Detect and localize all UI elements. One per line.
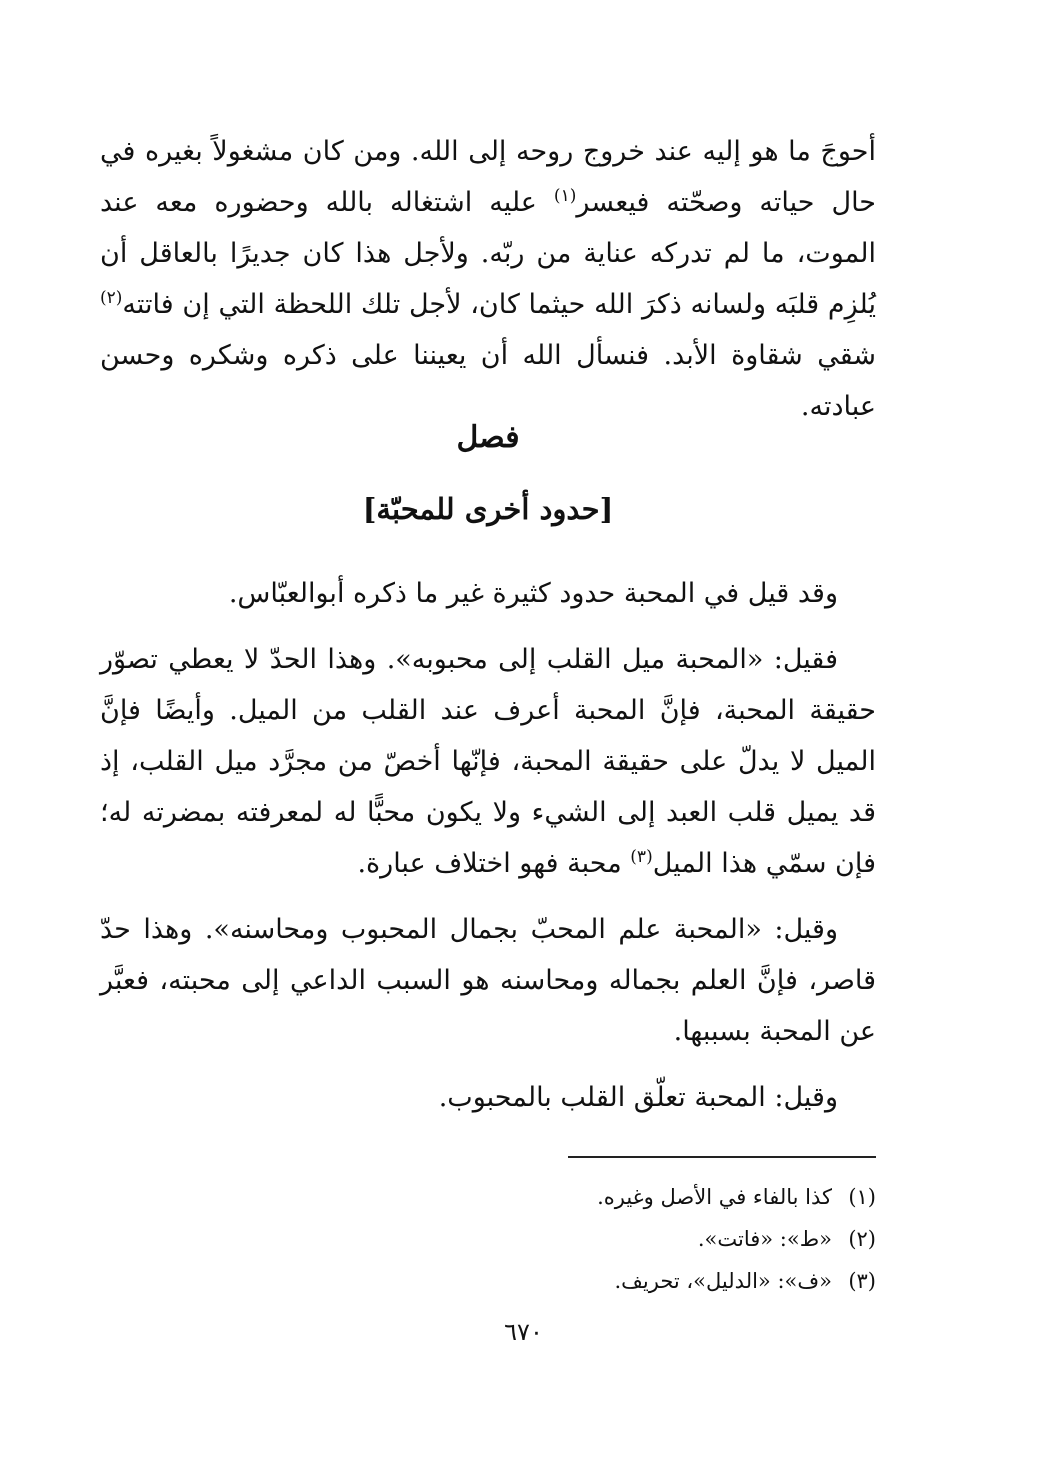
- footnote-number: (١): [848, 1185, 876, 1209]
- footnote-number: (٣): [848, 1269, 876, 1293]
- paragraph-text: فقيل: «المحبة ميل القلب إلى محبوبه». وهذا الحدّ لا يعطي تصوّر حقيقة المحبة، فإنَّ المحبة أعرف عند القلب من الميل. وأيضًا فإنَّ الميل لا يدلّ على حقيقة المحبة، فإنّها أخصّ من مجرَّد ميل القلب، إذ قد يميل قلب العبد إلى الشيء ولا يكون محبًّا له لمعرفته بمضرته له؛ فإن سمّي هذا الميل: [100, 644, 876, 879]
- paragraph-text: أحوجَ ما هو إليه عند خروج روحه إلى الله. ومن كان مشغولاً بغيره في حال حياته وصحّته فيعسر: [100, 136, 876, 218]
- footnote-text: كذا بالفاء في الأصل وغيره.: [597, 1185, 832, 1209]
- paragraph-intro: وقد قيل في المحبة حدود كثيرة غير ما ذكره أبوالعبّاس.: [228, 578, 838, 609]
- footnote-text: «ط»: «فاتت».: [697, 1227, 832, 1251]
- section-heading: فصل: [456, 420, 520, 455]
- paragraph-continuation: [100, 126, 876, 432]
- section-subtitle: [حدود أخرى للمحبّة]: [362, 492, 614, 526]
- footnotes-list: [400, 1176, 876, 1302]
- paragraph-definition-2: وقيل: «المحبة علم المحبّ بجمال المحبوب ومحاسنه». وهذا حدّ قاصر، فإنَّ العلم بجماله ومحاسنه هو السبب الداعي إلى محبته، فعبَّر عن المحبة بسببها.: [100, 914, 876, 1047]
- paragraph-text: شقي شقاوة الأبد. فنسأل الله أن يعيننا على ذكره وشكره وحسن عبادته.: [100, 340, 876, 422]
- page-number: ٦٧٠: [504, 1318, 543, 1346]
- footnote-text: «ف»: «الدليل»، تحريف.: [614, 1269, 832, 1293]
- footnote-ref-3[interactable]: (٣): [630, 847, 653, 867]
- footnote-item: [400, 1176, 876, 1218]
- paragraph-text: عليه اشتغاله بالله وحضوره معه عند الموت، ما لم تدركه عناية من ربّه. ولأجل هذا كان جديرًا بالعاقل أن يُلزِم قلبَه ولسانه ذكرَ الله حيثما كان، لأجل تلك اللحظة التي إن فاتته: [100, 187, 876, 320]
- paragraph-text: محبة فهو اختلاف عبارة.: [357, 848, 631, 879]
- footnote-item: [400, 1218, 876, 1260]
- paragraph-definition-3: وقيل: المحبة تعلّق القلب بالمحبوب.: [438, 1082, 838, 1113]
- paragraph-definition-1: [100, 634, 876, 889]
- footnote-number: (٢): [848, 1227, 876, 1251]
- footnote-ref-1[interactable]: (١): [553, 186, 577, 206]
- footnote-ref-2[interactable]: (٢): [100, 288, 123, 308]
- footnote-item: [400, 1260, 876, 1302]
- footnote-divider: [568, 1156, 876, 1158]
